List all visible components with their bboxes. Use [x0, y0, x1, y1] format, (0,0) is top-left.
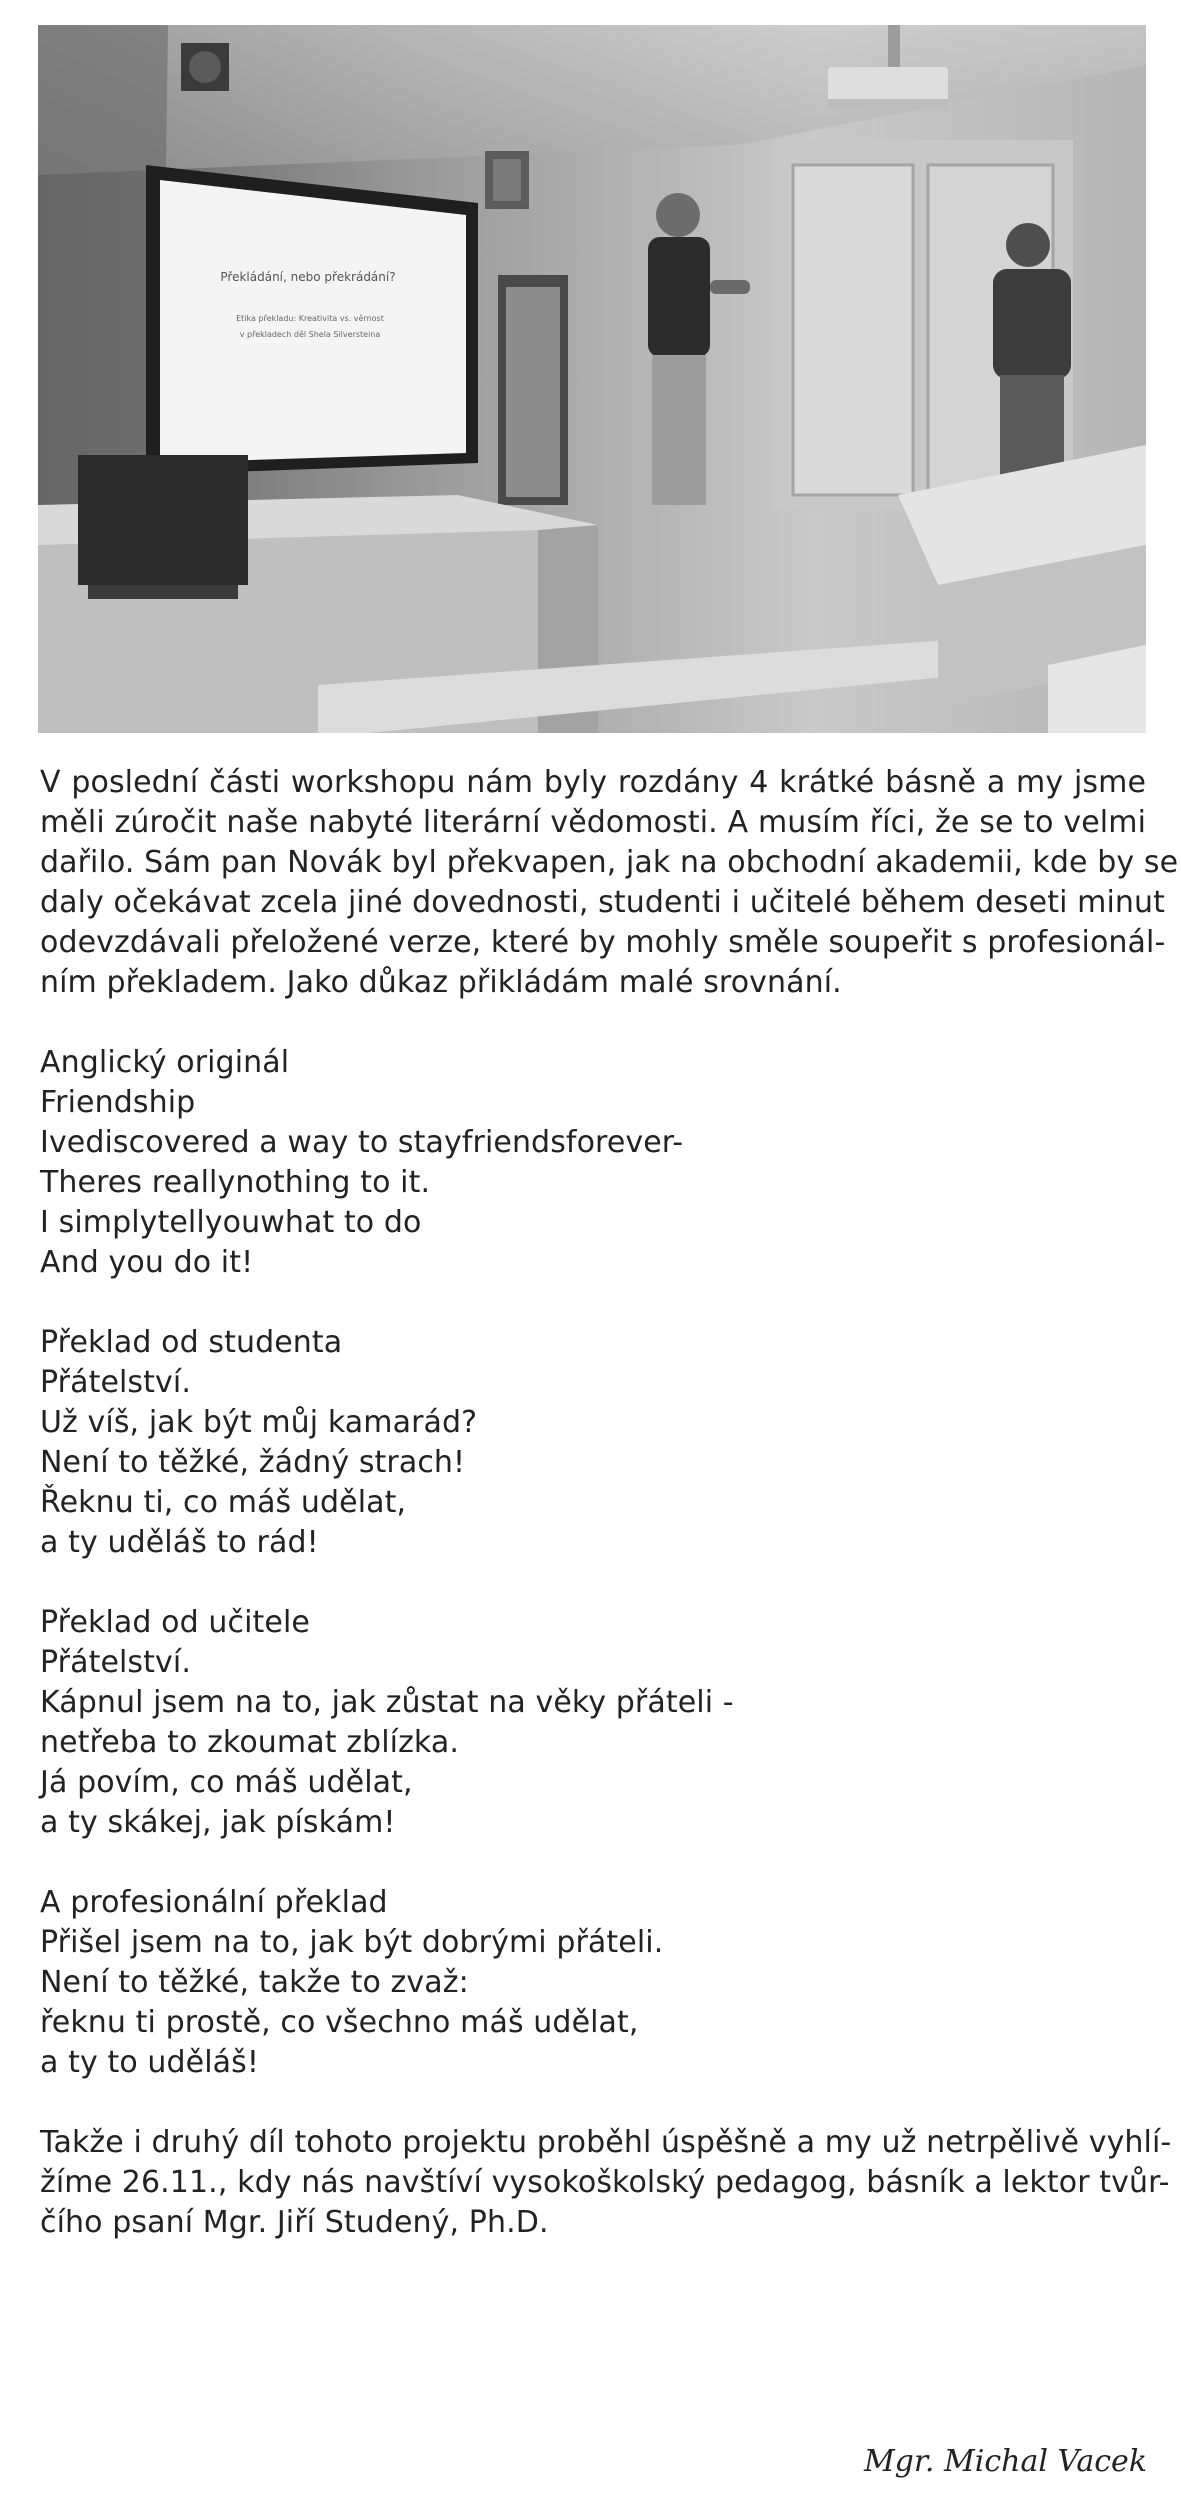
poem-heading: A profesionální překlad	[40, 1885, 388, 1920]
paragraph-line: ním překladem. Jako důkaz přikládám malé srovnání.	[40, 965, 842, 1000]
poem-heading: Překlad od učitele	[40, 1605, 310, 1640]
poem-line: Kápnul jsem na to, jak zůstat na věky přáteli -	[40, 1685, 734, 1720]
author-signature: Mgr. Michal Vacek	[863, 2444, 1147, 2479]
poem-line: Není to těžké, takže to zvaž:	[40, 1965, 469, 2000]
poem-line: a ty skákej, jak pískám!	[40, 1805, 396, 1840]
poem-line: Já povím, co máš udělat,	[40, 1765, 413, 1800]
poem-line: Už víš, jak být můj kamarád?	[40, 1405, 478, 1440]
paragraph-line: V poslední části workshopu nám byly rozdány 4 krátké básně a my jsme	[40, 765, 1146, 800]
paragraph-line: daly očekávat zcela jiné dovednosti, studenti i učitelé během deseti minut	[40, 885, 1165, 920]
poem-line: a ty to uděláš!	[40, 2045, 260, 2080]
classroom-scene	[38, 25, 1146, 733]
paragraph-line: dařilo. Sám pan Novák byl překvapen, jak na obchodní akademii, kde by se	[40, 845, 1179, 880]
slide-line-2: v překladech děl Shela Silversteina	[239, 330, 381, 339]
poem-line: a ty uděláš to rád!	[40, 1525, 319, 1560]
poem-original	[40, 1043, 1146, 1283]
poem-student-translation	[40, 1323, 1146, 1563]
poem-heading: Anglický originál	[40, 1045, 290, 1080]
slide-title: Překládání, nebo překrádání?	[220, 270, 396, 284]
poem-line: Přátelství.	[40, 1365, 191, 1400]
poem-line: netřeba to zkoumat zblízka.	[40, 1725, 459, 1760]
closing-paragraph	[40, 2123, 1172, 2243]
poem-line: Řeknu ti, co máš udělat,	[40, 1485, 407, 1520]
paragraph-line: žíme 26.11., kdy nás navštíví vysokoškolský pedagog, básník a lektor tvůr-	[40, 2165, 1170, 2200]
paragraph-line: čího psaní Mgr. Jiří Studený, Ph.D.	[40, 2205, 549, 2240]
poem-heading: Překlad od studenta	[40, 1325, 343, 1360]
intro-paragraph	[40, 763, 1179, 1003]
poem-line: Theres reallynothing to it.	[40, 1165, 431, 1200]
poem-line: I simplytellyouwhat to do	[40, 1205, 422, 1240]
poem-line: Friendship	[40, 1085, 196, 1120]
slide-line-1: Etika překladu: Kreativita vs. věrnost	[236, 314, 384, 323]
poem-professional-translation	[40, 1883, 1146, 2083]
poem-line: Přišel jsem na to, jak být dobrými přáteli.	[40, 1925, 664, 1960]
classroom-photo	[38, 25, 1146, 733]
paragraph-line: odevzdávali přeložené verze, které by mohly směle soupeřit s profesionál-	[40, 925, 1166, 960]
poem-line: Ivediscovered a way to stayfriendsforever-	[40, 1125, 684, 1160]
paragraph-line: měli zúročit naše nabyté literární vědomosti. A musím říci, že se to velmi	[40, 805, 1146, 840]
poem-line: And you do it!	[40, 1245, 254, 1280]
poem-line: Přátelství.	[40, 1645, 191, 1680]
paragraph-line: Takže i druhý díl tohoto projektu proběhl úspěšně a my už netrpělivě vyhlí-	[40, 2125, 1172, 2160]
poem-teacher-translation	[40, 1603, 1146, 1843]
article-text	[40, 763, 1179, 2243]
poem-line: řeknu ti prostě, co všechno máš udělat,	[40, 2005, 639, 2040]
poem-line: Není to těžké, žádný strach!	[40, 1445, 466, 1480]
